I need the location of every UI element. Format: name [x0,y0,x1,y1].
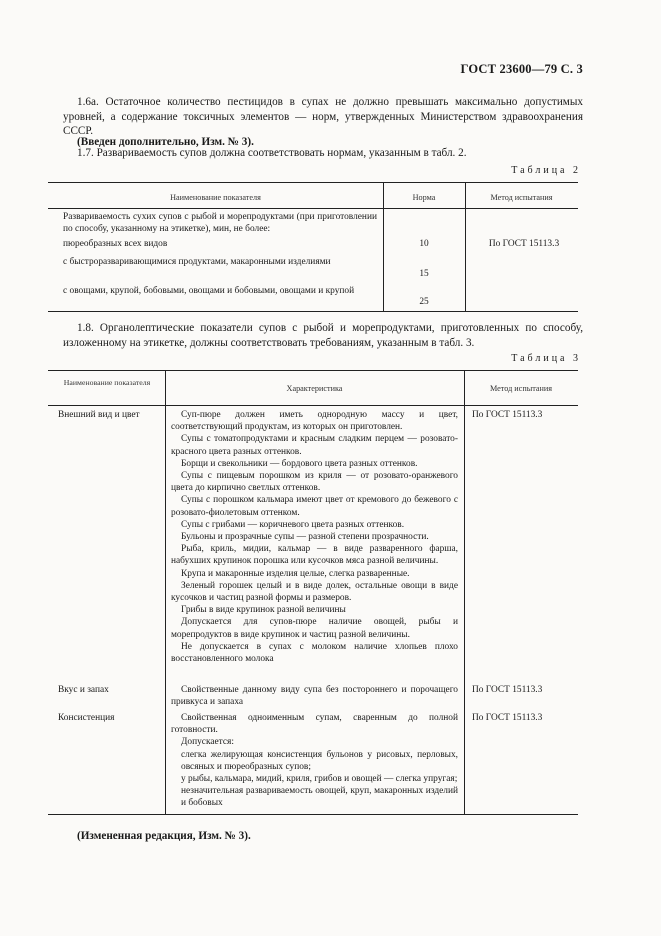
table-3-header-method: Метод испытания [489,384,553,393]
table-2-row-name: с овощами, крупой, бобовыми, овощами и бобовыми, овощами и крупой [63,286,355,296]
paragraph-1-8: 1.8. Органолептические показатели супов с рыбой и морепродуктами, приготовленных по способу, изложенному на этикетке, должны соответствовать требованиям, указанным в табл. 3. [63,322,583,349]
table-2-header-name: Наименование показателя [170,193,261,202]
table-3-caption: Таблица 3 [511,353,581,364]
table-3-row-method: По ГОСТ 15113.3 [472,410,543,420]
table-3-row-name: Внешний вид и цвет [58,410,140,420]
table-2-row-norm: 10 [419,239,429,249]
table-2-header-norm: Норма [412,193,436,202]
table-3-row-characteristic: Свойственные данному виду супа без постороннего и порочащего привкуса и запаха [171,685,458,708]
table-3-row-characteristic: Свойственная одноименным супам, сваренным до полной готовности. Допускается: слегка желирующая консистенция бульонов у рисовых, перловых, овсяных и пюреобразных супов; у рыбы, кальмара, мидий, криля, грибов и овощей — слегка упругая; незначительная развариваемость овощей, круп, макаронных изделий и бобовых [171,713,458,809]
paragraph-1-6a: 1.6а. Остаточное количество пестицидов в супах не должно превышать максимально допустимых уровней, а содержание токсичных элементов — норм, утвержденных Министерством здравоохранения СССР. [63,96,583,137]
table-2-row-name: с быстроразваривающимися продуктами, макаронными изделиями [63,257,331,267]
table-2-header-method: Метод испытания [490,193,553,202]
table-3-row-characteristic: Суп-пюре должен иметь однородную массу и цвет, соответствующий продуктам, из которых он приготовлен. Супы с томатопродуктами и красным сладким перцем — розовато-красного цвета разных оттенков. Борщи и свекольники — бордового цвета разных оттенков. Супы с пищевым порошком из криля — от розовато-оранжевого цвета до кирпично светлых оттенков. Супы с порошком кальмара имеют цвет от кремового до бежевого с розовато-фиолетовым оттенком. Супы с грибами — коричневого цвета разных оттенков. Бульоны и прозрачные супы — разной степени прозрачности. Рыба, криль, мидии, кальмар — в виде разваренного фарша, набухших крупинок порошка или кусочков мяса разной величины. Крупа и макаронные изделия целые, слегка разваренные. Зеленый горошек целый и в виде долек, остальные овощи в виде кусочков и частиц разной формы и размеров. Грибы в виде крупинок разной величины Допускается для супов-пюре наличие овощей, рыбы и морепродуктов в виде крупинок и частиц разной величины. Не допускается в супах с молоком наличие хлопьев плохо восстановленного молока [171,410,458,665]
table-3-row-method: По ГОСТ 15113.3 [472,685,543,695]
amendment-note-1: (Введен дополнительно, Изм. № 3). [77,136,254,148]
table-3-header-characteristic: Характеристика [286,384,343,393]
table-3-row-name: Вкус и запах [58,685,109,695]
page-header: ГОСТ 23600—79 С. 3 [460,62,583,76]
table-2-row-name: пюреобразных всех видов [63,239,168,249]
table-3-header-name: Наименование показателя [63,378,151,387]
table-2-caption: Таблица 2 [511,165,581,176]
table-3-row-name: Консистенция [58,713,115,723]
table-2-row-norm: 25 [419,297,429,307]
paragraph-1-7: 1.7. Развариваемость супов должна соответствовать нормам, указанным в табл. 2. [77,147,467,159]
table-2-intro: Развариваемость сухих супов с рыбой и морепродуктами (при приготовлении по способу, указанному на этикетке), мин, не более: [63,212,377,234]
table-2-row-method: По ГОСТ 15113.3 [488,239,560,249]
table-3-row-method: По ГОСТ 15113.3 [472,713,543,723]
amendment-note-2: (Измененная редакция, Изм. № 3). [77,830,251,842]
table-2-row-norm: 15 [419,269,429,279]
